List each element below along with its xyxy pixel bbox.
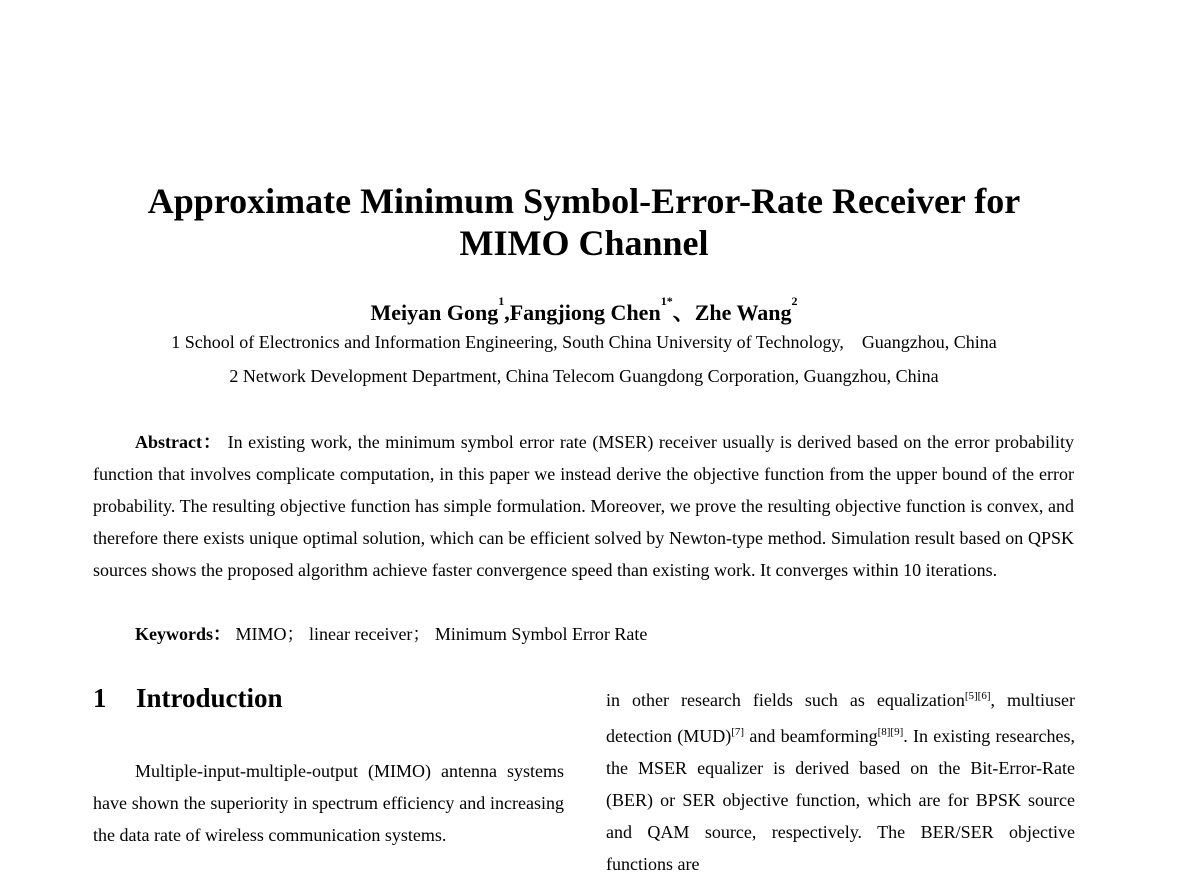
right-text-1: in other research fields such as equalization: [606, 690, 965, 710]
intro-left-column-text: Multiple-input-multiple-output (MIMO) antenna systems have shown the superiority in spectrum efficiency and increasing the data rate of wireless communication systems.: [93, 761, 564, 845]
right-text-3: and beamforming: [744, 726, 878, 746]
author-2-affiliation-mark: 1*: [660, 294, 673, 308]
author-2-name: Fangjiong Chen: [509, 300, 661, 325]
title-line-2: MIMO Channel: [459, 223, 709, 263]
citation-7: [7]: [731, 726, 745, 738]
author-3-affiliation-mark: 2: [791, 294, 798, 308]
affiliation-1: 1 School of Electronics and Information Engineering, South China University of Technology, Guangzhou, China: [171, 332, 997, 352]
abstract: [93, 426, 1074, 586]
author-separator-2: 、: [672, 300, 695, 325]
author-3-name: Zhe Wang: [694, 300, 792, 325]
author-separator-1: ,: [504, 300, 510, 325]
intro-right-column: [606, 680, 1075, 880]
section-heading-introduction: [93, 683, 283, 714]
abstract-label: Abstract：: [135, 432, 223, 452]
citation-8-9: [8][9]: [877, 726, 904, 738]
author-list: [0, 296, 1168, 327]
section-number: 1: [93, 683, 107, 713]
right-text-2: , multiuser detection (MUD): [606, 690, 1076, 746]
keywords-label: Keywords：: [135, 624, 231, 644]
author-1-name: Meiyan Gong: [370, 300, 499, 325]
affiliation-2: 2 Network Development Department, China Telecom Guangdong Corporation, Guangzhou, China: [229, 366, 939, 386]
citation-5-6: [5][6]: [964, 690, 991, 702]
keywords: [135, 620, 647, 646]
keywords-text: MIMO； linear receiver； Minimum Symbol Error Rate: [235, 624, 648, 644]
title-line-1: Approximate Minimum Symbol-Error-Rate Receiver for: [147, 181, 1021, 221]
paper-title: [0, 180, 1168, 264]
author-1-affiliation-mark: 1: [498, 294, 505, 308]
right-text-4: . In existing researches, the MSER equalizer is derived based on the Bit-Error-Rate (BER) or SER objective function, which are for BPSK source and QAM source, respectively. The BER/SER objective functions are: [606, 726, 1076, 874]
section-title: Introduction: [136, 683, 283, 713]
abstract-text: In existing work, the minimum symbol error rate (MSER) receiver usually is derived based on the error probability function that involves complicate computation, in this paper we instead derive the objective function from the upper bound of the error probability. The resulting objective function has simple formulation. Moreover, we prove the resulting objective function is convex, and therefore there exists unique optimal solution, which can be efficient solved by Newton-type method. Simulation result based on QPSK sources shows the proposed algorithm achieve faster convergence speed than existing work. It converges within 10 iterations.: [93, 432, 1075, 580]
